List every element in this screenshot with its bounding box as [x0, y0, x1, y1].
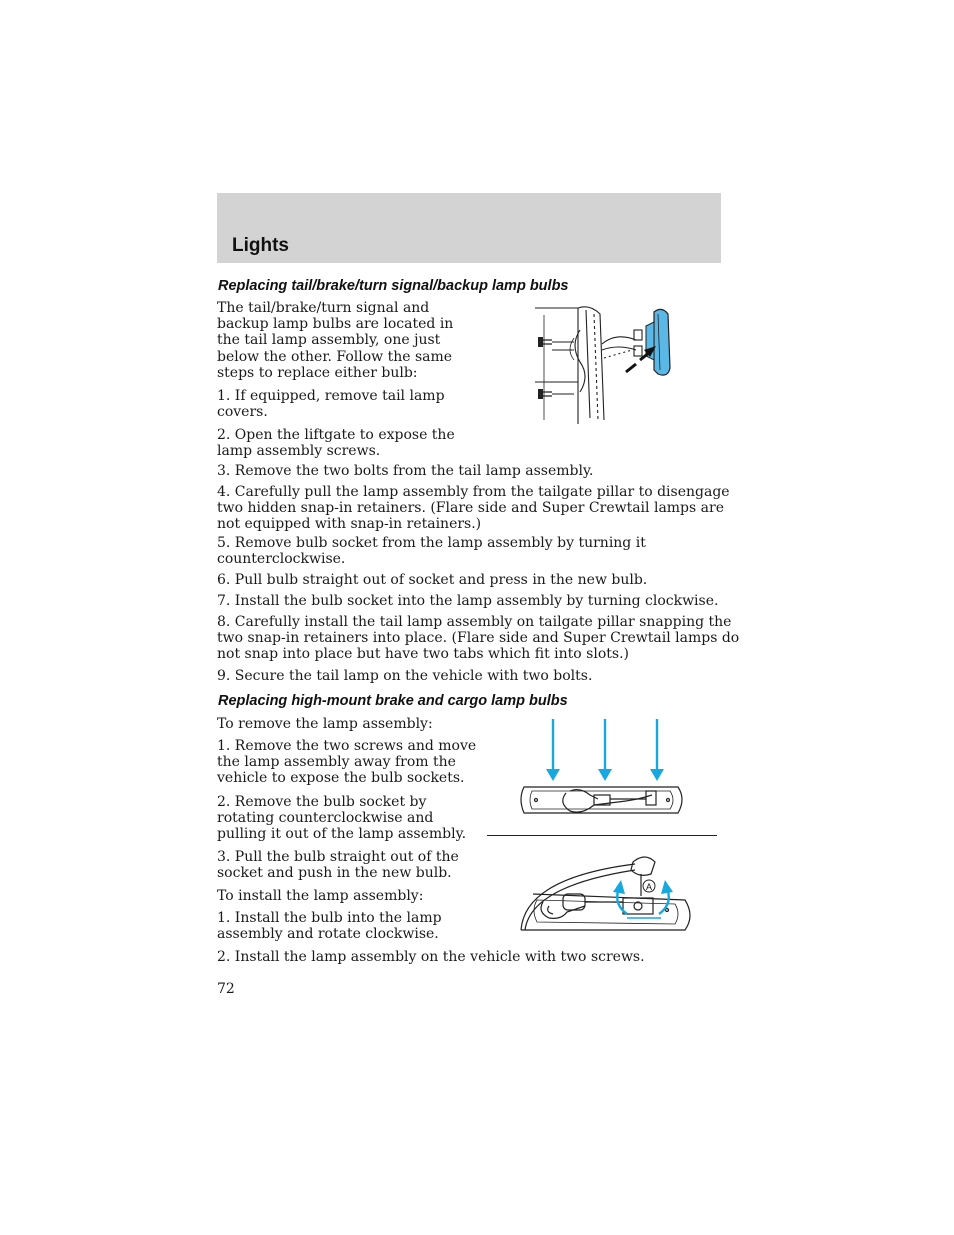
figure-divider: [487, 835, 717, 836]
label-a-marker: [643, 880, 655, 892]
high-mount-lamp-illustration: [510, 715, 695, 825]
tail-lamp-step-9: 9. Secure the tail lamp on the vehicle with two bolts.: [217, 668, 593, 684]
tail-lamp-step-8: 8. Carefully install the tail lamp assembly on tailgate pillar snapping the two snap-in retainers into place. (Flare side and Super Crewtail lamps do not snap into place but have two tabs which fit into slots.): [217, 614, 740, 663]
install-step-1: 1. Install the bulb into the lamp assembly and rotate clockwise.: [217, 910, 442, 943]
bulb-socket-illustration: [515, 848, 695, 933]
bolt-icon-bottom: [538, 389, 552, 399]
page-number: 72: [217, 981, 235, 997]
tail-lamp-step-6: 6. Pull bulb straight out of socket and press in the new bulb.: [217, 572, 648, 588]
tail-lamp-illustration: [530, 300, 680, 430]
section-heading-high-mount-lamp: Replacing high-mount brake and cargo lamp bulbs: [218, 693, 568, 709]
tail-lamp-intro: The tail/brake/turn signal and backup lamp bulbs are located in the tail lamp assembly, one just below the other. Follow the same steps to replace either bulb:: [217, 300, 454, 381]
tail-lamp-step-5: 5. Remove bulb socket from the lamp assembly by turning it counterclockwise.: [217, 535, 646, 568]
tail-lamp-step-2: 2. Open the liftgate to expose the lamp assembly screws.: [217, 427, 455, 460]
tail-lamp-step-1: 1. If equipped, remove tail lamp covers.: [217, 388, 445, 421]
rotate-arrow-icon-right: [659, 880, 673, 914]
high-mount-step-1: 1. Remove the two screws and move the lamp assembly away from the vehicle to expose the bulb sockets.: [217, 738, 477, 787]
bolt-icon-top: [538, 337, 552, 347]
chapter-title: Lights: [232, 235, 289, 256]
install-step-2: 2. Install the lamp assembly on the vehicle with two screws.: [217, 949, 645, 965]
remove-intro: To remove the lamp assembly:: [217, 716, 433, 732]
tail-lamp-step-7: 7. Install the bulb socket into the lamp assembly by turning clockwise.: [217, 593, 719, 609]
tail-lamp-lens: [646, 309, 670, 375]
install-intro: To install the lamp assembly:: [217, 888, 424, 904]
down-arrow-icon-left: [546, 719, 560, 781]
chapter-header: [217, 193, 721, 263]
high-mount-step-2: 2. Remove the bulb socket by rotating counterclockwise and pulling it out of the lamp assembly.: [217, 794, 467, 843]
svg-text:A: A: [645, 882, 653, 892]
section-heading-tail-lamp: Replacing tail/brake/turn signal/backup lamp bulbs: [218, 278, 569, 294]
high-mount-step-3: 3. Pull the bulb straight out of the socket and push in the new bulb.: [217, 849, 459, 882]
tail-lamp-step-3: 3. Remove the two bolts from the tail lamp assembly.: [217, 463, 594, 479]
down-arrow-icon-right: [650, 719, 664, 781]
tail-lamp-step-4: 4. Carefully pull the lamp assembly from the tailgate pillar to disengage two hidden snap-in retainers. (Flare side and Super Crewtail lamps are not equipped with snap-in retainers.): [217, 484, 730, 533]
down-arrow-icon-middle: [598, 719, 612, 781]
